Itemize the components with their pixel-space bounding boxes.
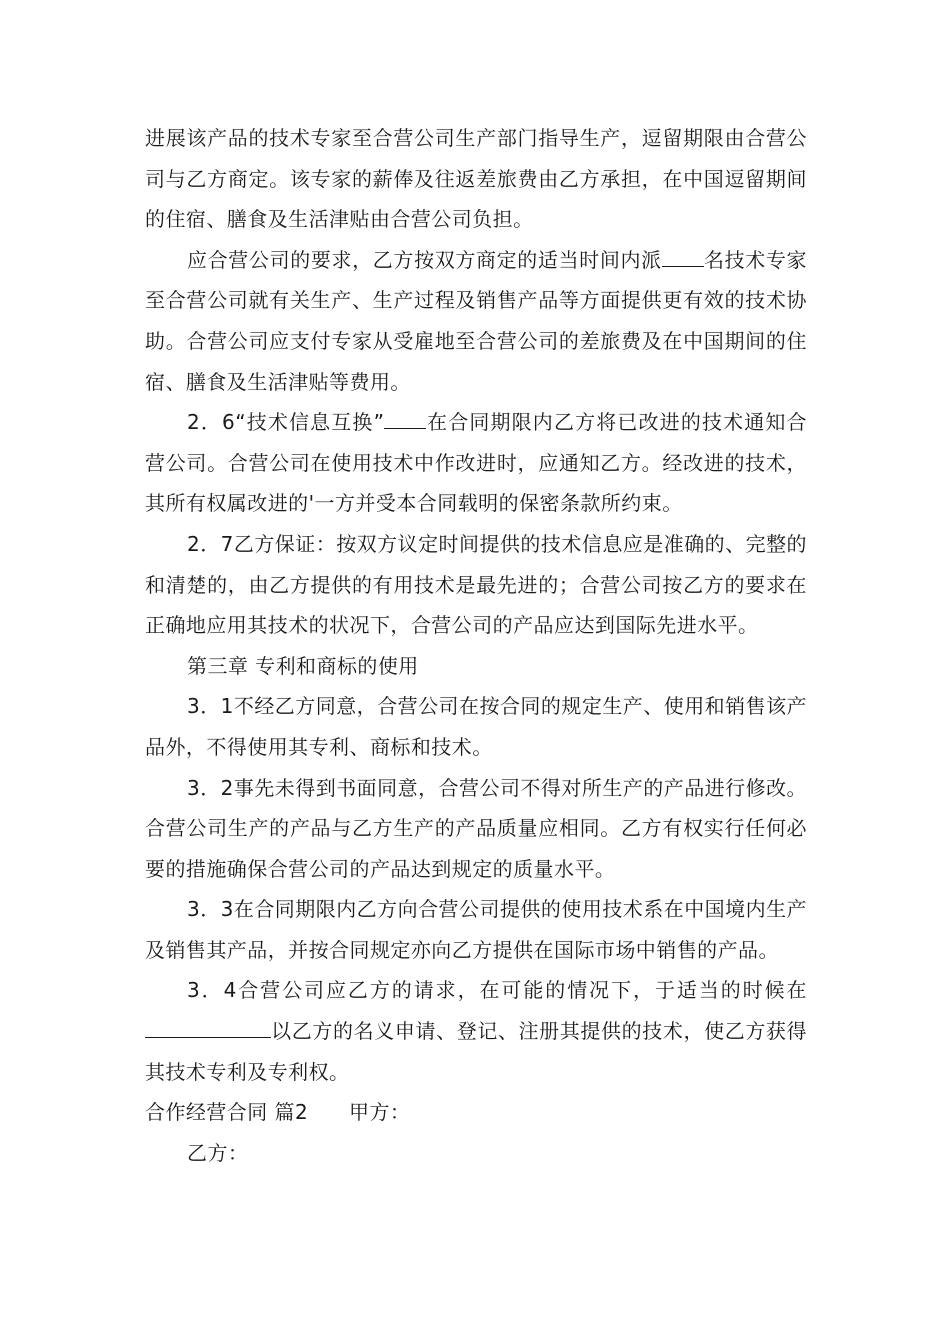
paragraph — [145, 768, 807, 890]
paragraph-text: 名技术专家至合营公司就有关生产、生产过程及销售产品等方面提供更有效的技术协助。合营公司应支付专家从受雇地至合营公司的差旅费及在中国期间的住宿、膳食及生活津贴等费用。 — [145, 247, 807, 394]
paragraph-text: 2．7乙方保证：按双方议定时间提供的技术信息应是准确的、完整的和清楚的，由乙方提供的有用技术是最先进的；合营公司按乙方的要求在正确地应用其技术的状况下，合营公司的产品应达到国际先进水平。 — [145, 531, 807, 638]
paragraph — [145, 402, 807, 524]
paragraph — [145, 118, 807, 240]
paragraph-text: 3．2事先未得到书面同意，合营公司不得对所生产的产品进行修改。合营公司生产的产品与乙方生产的产品质量应相同。乙方有权实行任何必要的措施确保合营公司的产品达到规定的质量水平。 — [145, 775, 807, 881]
paragraph-text: 以乙方的名义申请、登记、注册其提供的技术，使乙方获得其技术专利及专利权。 — [145, 1019, 807, 1084]
paragraph-text: 进展该产品的技术专家至合营公司生产部门指导生产，逗留期限由合营公司与乙方商定。该专家的薪俸及往返差旅费由乙方承担，在中国逗留期间的住宿、膳食及生活津贴由合营公司负担。 — [145, 126, 807, 232]
paragraph-text: 合作经营合同 篇2 甲方： — [145, 1100, 411, 1125]
paragraph — [145, 1133, 807, 1174]
paragraph-text: 2．6“技术信息互换” — [187, 410, 385, 435]
fill-in-blank — [384, 410, 426, 429]
paragraph — [145, 1092, 807, 1133]
paragraph — [145, 524, 807, 646]
paragraph — [145, 240, 807, 402]
paragraph — [145, 970, 807, 1092]
paragraph-text: 乙方： — [187, 1140, 249, 1165]
paragraph — [145, 889, 807, 970]
paragraph-text: 3．4合营公司应乙方的请求，在可能的情况下，于适当的时候在 — [187, 978, 807, 1003]
paragraph-text: 应合营公司的要求，乙方按双方商定的适当时间内派 — [187, 247, 662, 272]
paragraph-text: 在合同期限内乙方将已改进的技术通知合营公司。合营公司在使用技术中作改进时，应通知乙方。经改进的技术，其所有权属改进的'一方并受本合同载明的保密条款所约束。 — [145, 410, 808, 516]
paragraph — [145, 686, 807, 767]
fill-in-blank — [145, 1019, 271, 1038]
paragraph-text: 第三章 专利和商标的使用 — [187, 653, 419, 678]
paragraph — [145, 646, 807, 687]
document-page — [145, 118, 807, 1173]
fill-in-blank — [662, 248, 704, 267]
paragraph-text: 3．1不经乙方同意，合营公司在按合同的规定生产、使用和销售该产品外，不得使用其专利、商标和技术。 — [145, 694, 807, 759]
paragraph-text: 3．3在合同期限内乙方向合营公司提供的使用技术系在中国境内生产及销售其产品，并按合同规定亦向乙方提供在国际市场中销售的产品。 — [145, 897, 807, 962]
